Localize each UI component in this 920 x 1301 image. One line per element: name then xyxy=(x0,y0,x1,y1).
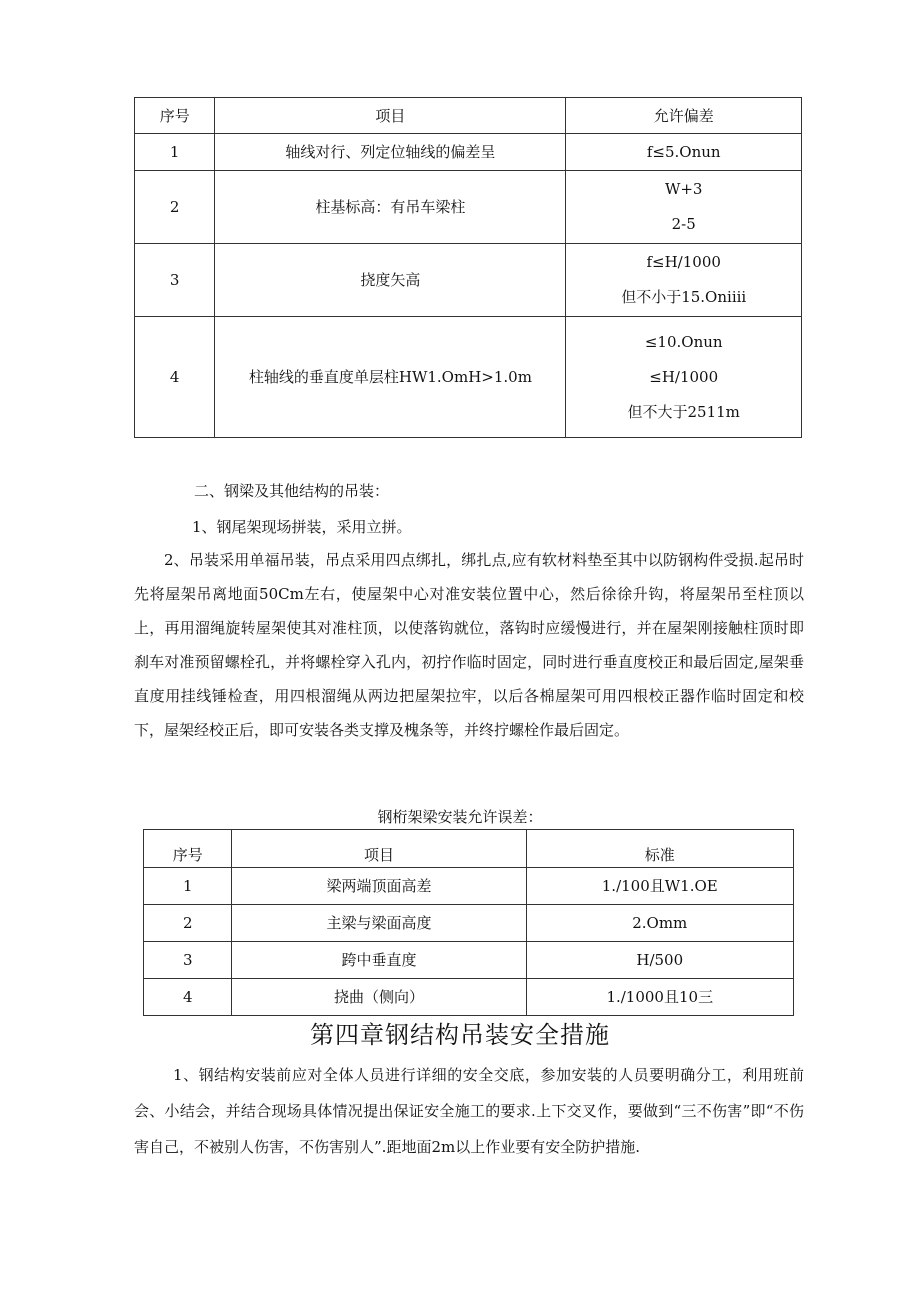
table-row xyxy=(144,942,794,979)
row-standard: 1./100且W1.OE xyxy=(526,868,793,905)
row-item: 挠曲（侧向） xyxy=(232,979,526,1016)
row-item: 挠度矢高 xyxy=(215,244,566,317)
chapter-title: 第四章钢结构吊装安全措施 xyxy=(310,1021,610,1049)
table-row xyxy=(135,134,802,171)
table-row xyxy=(135,244,802,317)
tolerance-line: ≤H∕1000 xyxy=(649,367,719,386)
row-tolerance xyxy=(566,317,802,438)
header-cell: 项目 xyxy=(232,830,526,868)
row-standard: 1./1000且10三 xyxy=(526,979,793,1016)
tolerance-line: f≤H∕1000 xyxy=(646,253,721,271)
header-cell: 序号 xyxy=(135,98,215,134)
tolerance-line: W+3 xyxy=(664,180,703,198)
header-cell: 序号 xyxy=(144,830,232,868)
row-tolerance xyxy=(566,244,802,317)
section-heading: 二、钢梁及其他结构的吊装： xyxy=(194,482,390,500)
row-number: 3 xyxy=(144,942,232,979)
table-row xyxy=(144,868,794,905)
tolerance-line: 但不大于2511m xyxy=(627,402,740,421)
row-item: 主梁与梁面高度 xyxy=(232,905,526,942)
row-item: 柱基标高：有吊车梁柱 xyxy=(215,171,566,244)
row-number: 2 xyxy=(135,171,215,244)
row-number: 4 xyxy=(135,317,215,438)
row-number: 2 xyxy=(144,905,232,942)
row-number: 1 xyxy=(144,868,232,905)
row-item: 梁两端顶面高差 xyxy=(232,868,526,905)
table-row xyxy=(135,317,802,438)
chapter-paragraph-1: 1、钢结构安装前应对全体人员进行详细的安全交底，参加安装的人员要明确分工，利用班前会、小结会，并结合现场具体情况提出保证安全施工的要求.上下交叉作，要做到“三不伤害”即“不伤害自己，不被别人伤害，不伤害别人”.距地面2m以上作业要有安全防护措施. xyxy=(134,1066,804,1156)
table-header-row xyxy=(135,98,802,134)
row-tolerance xyxy=(566,171,802,244)
row-number: 4 xyxy=(144,979,232,1016)
table-header-row xyxy=(144,830,794,868)
table-caption: 钢桁架梁安装允许误差： xyxy=(377,808,543,826)
section-item-2-paragraph: 2、吊装采用单福吊装，吊点采用四点绑扎，绑扎点,应有软材料垫至其中以防钢构件受损.起吊时先将屋架吊离地面50Cm左右，使屋架中心对准安装位置中心，然后徐徐升钩，将屋架吊至柱顶以上，再用溜绳旋转屋架使其对准柱顶，以使落钩就位，落钩时应缓慢进行，并在屋架刚接触柱顶时即刹车对准预留螺栓孔，并将螺栓穿入孔内，初拧作临时固定，同时进行垂直度校正和最后固定,屋架垂直度用挂线锤检查，用四根溜绳从两边把屋架拉牢，以后各棉屋架可用四根校正器作临时固定和校下，屋架经校正后，即可安装各类支撑及槐条等，并终拧螺栓作最后固定。 xyxy=(134,551,804,739)
tolerance-line: ≤10.Onun xyxy=(644,332,723,351)
tolerance-line: 但不小于15.Oniiii xyxy=(621,288,747,306)
table-row xyxy=(144,905,794,942)
tolerance-table xyxy=(134,97,802,438)
row-number: 1 xyxy=(135,134,215,171)
truss-tolerance-table xyxy=(143,829,794,1016)
header-cell: 允许偏差 xyxy=(566,98,802,134)
row-standard: 2.Omm xyxy=(526,905,793,942)
header-cell: 项目 xyxy=(215,98,566,134)
row-item: 柱轴线的垂直度单层柱HW1.OmH>1.0m xyxy=(215,317,566,438)
row-item: 轴线对行、列定位轴线的偏差呈 xyxy=(215,134,566,171)
row-number: 3 xyxy=(135,244,215,317)
row-item: 跨中垂直度 xyxy=(232,942,526,979)
tolerance-line: 2-5 xyxy=(671,215,696,233)
section-item-1: 1、钢尾架现场拼装，采用立拼。 xyxy=(192,518,412,536)
table-row xyxy=(144,979,794,1016)
row-tolerance: f≤5.Onun xyxy=(566,134,802,171)
row-standard: H/500 xyxy=(526,942,793,979)
header-cell: 标准 xyxy=(526,830,793,868)
table-row xyxy=(135,171,802,244)
